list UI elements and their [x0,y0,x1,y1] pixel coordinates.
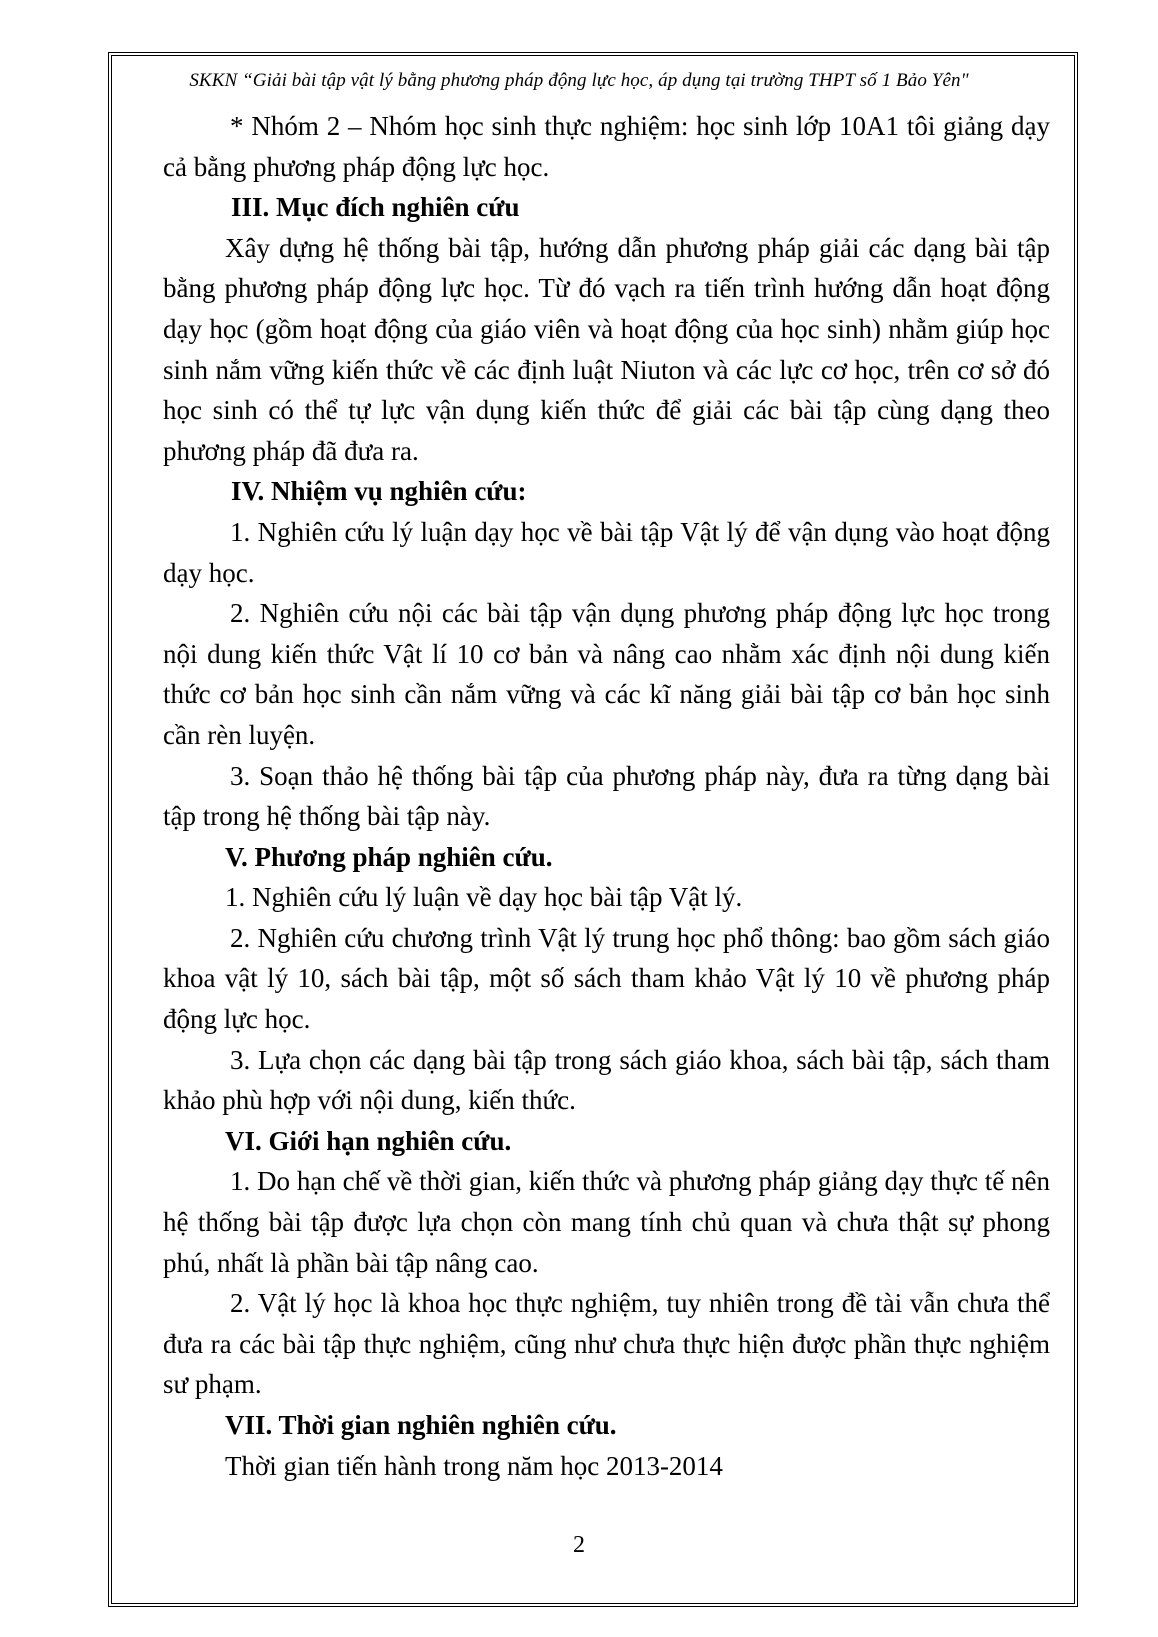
heading-research-methods: V. Phương pháp nghiên cứu. [225,841,553,872]
paragraph-method-1: 1. Nghiên cứu lý luận về dạy học bài tập Vật lý. [225,882,743,913]
paragraph-group-2: * Nhóm 2 – Nhóm học sinh thực nghiệm: học sinh lớp 10A1 tôi giảng dạy cả bằng phương pháp động lực học. [163,111,1050,182]
paragraph-research-time: Thời gian tiến hành trong năm học 2013-2014 [225,1450,723,1481]
paragraph-task-2: 2. Nghiên cứu nội các bài tập vận dụng phương pháp động lực học trong nội dung kiến thức Vật lí 10 cơ bản và nâng cao nhằm xác định nội dung kiến thức cơ bản học sinh cần nắm vững và các kĩ năng giải bài tập cơ bản học sinh cần rèn luyện. [163,598,1050,750]
heading-research-limits: VI. Giới hạn nghiên cứu. [225,1125,512,1156]
paragraph-method-3: 3. Lựa chọn các dạng bài tập trong sách giáo khoa, sách bài tập, sách tham khảo phù hợp với nội dung, kiến thức. [163,1044,1050,1116]
paragraph-research-purpose: Xây dựng hệ thống bài tập, hướng dẫn phương pháp giải các dạng bài tập bằng phương pháp động lực học. Từ đó vạch ra tiến trình hướng dẫn hoạt động dạy học (gồm hoạt động của giáo viên và hoạt động của học sinh) nhằm giúp học sinh nắm vững kiến thức về các định luật Niuton và các lực cơ học, trên cơ sở đó học sinh có thể tự lực vận dụng kiến thức để giải các bài tập cùng dạng theo phương pháp đã đưa ra. [163,232,1050,466]
document-body [163,106,1050,1486]
paragraph-limit-1: 1. Do hạn chế về thời gian, kiến thức và phương pháp giảng dạy thực tế nên hệ thống bài tập được lựa chọn còn mang tính chủ quan và chưa thật sự phong phú, nhất là phần bài tập nâng cao. [163,1166,1050,1278]
heading-research-time: VII. Thời gian nghiên nghiên cứu. [225,1410,617,1440]
heading-research-tasks: IV. Nhiệm vụ nghiên cứu: [231,476,527,507]
paragraph-task-3: 3. Soạn thảo hệ thống bài tập của phương pháp này, đưa ra từng dạng bài tập trong hệ thống bài tập này. [163,760,1050,832]
paragraph-task-1: 1. Nghiên cứu lý luận dạy học về bài tập Vật lý để vận dụng vào hoạt động dạy học. [163,516,1050,588]
page-header: SKKN “Giải bài tập vật lý bằng phương pháp động lực học, áp dụng tại trường THPT số 1 Bảo Yên" [189,70,969,91]
paragraph-limit-2: 2. Vật lý học là khoa học thực nghiệm, tuy nhiên trong đề tài vẫn chưa thể đưa ra các bài tập thực nghiệm, cũng như chưa thực hiện được phần thực nghiệm sư phạm. [163,1288,1050,1400]
heading-research-purpose: III. Mục đích nghiên cứu [231,192,520,223]
paragraph-method-2: 2. Nghiên cứu chương trình Vật lý trung học phổ thông: bao gồm sách giáo khoa vật lý 10, sách bài tập, một số sách tham khảo Vật lý 10 về phương pháp động lực học. [163,922,1050,1035]
page-number: 2 [573,1532,585,1558]
